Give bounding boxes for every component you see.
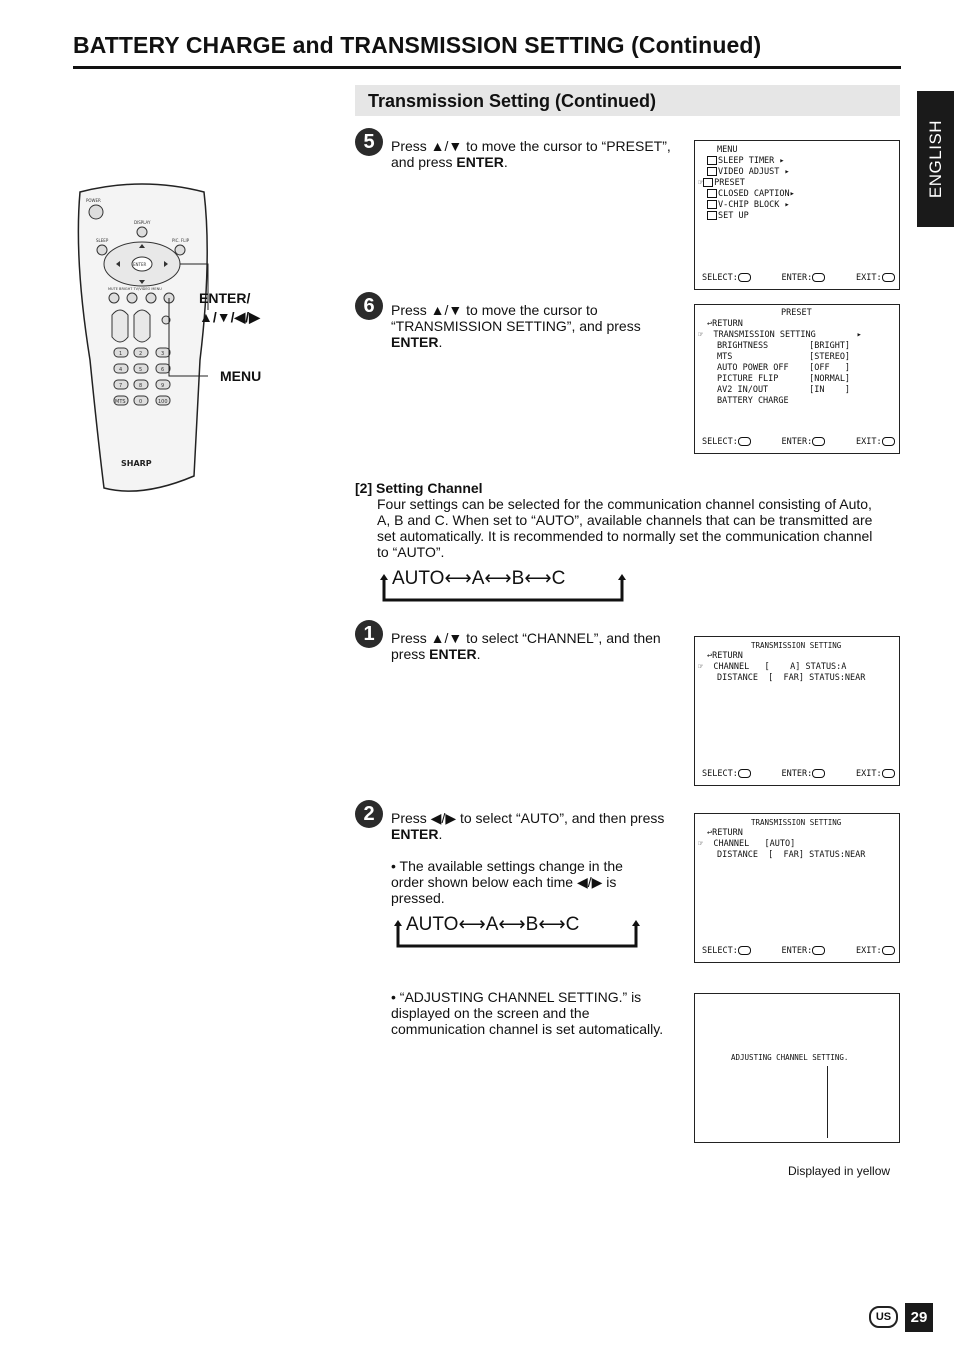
screen-title: MENU — [717, 145, 738, 155]
setting-channel-heading: [2] Setting Channel — [355, 480, 483, 496]
joystick-icon — [738, 769, 751, 778]
svg-text:MUTE BRIGHT TV/VIDEO MENU: MUTE BRIGHT TV/VIDEO MENU — [108, 287, 162, 291]
step-2-bullet: • The available settings change in the order shown below each time ◀/▶ is pressed. — [391, 858, 623, 906]
enter-callout: ENTER/ — [199, 290, 251, 306]
screen-footer: SELECT: ENTER: EXIT: — [702, 769, 895, 779]
screen-title: TRANSMISSION SETTING — [751, 818, 842, 827]
screen-footer: SELECT: ENTER: EXIT: — [702, 273, 895, 283]
screen-footer: SELECT: ENTER: EXIT: — [702, 946, 895, 956]
language-tab-label: ENGLISH — [925, 119, 945, 199]
preset-icon — [703, 178, 713, 187]
step-5-text: Press ▲/▼ to move the cursor to “PRESET”, and press ENTER. — [391, 138, 671, 170]
language-tab — [917, 91, 954, 227]
region-badge: US — [869, 1306, 898, 1328]
menu-callout: MENU — [220, 368, 262, 384]
menu-screen: MENU SLEEP TIMER ▸ VIDEO ADJUST ▸ ☞ PRESET CLOSED CAPTION▸ V-CHIP BLOCK ▸ SET UP SELECT: ENTER: EXIT: — [694, 140, 900, 290]
step-2-text: Press ◀/▶ to select “AUTO”, and then press ENTER. — [391, 810, 665, 842]
channel-sequence-2: AUTO⟷A⟷B⟷C — [392, 912, 642, 950]
svg-text:9: 9 — [161, 383, 165, 389]
joystick-icon — [738, 946, 751, 955]
svg-text:SLEEP: SLEEP — [96, 238, 109, 243]
svg-text:SHARP: SHARP — [121, 459, 152, 468]
screen-title: TRANSMISSION SETTING — [751, 641, 842, 650]
svg-text:5: 5 — [139, 367, 143, 373]
title-rule — [73, 66, 901, 69]
svg-text:ENTER: ENTER — [133, 262, 147, 267]
svg-text:POWER: POWER — [86, 198, 101, 203]
svg-text:6: 6 — [161, 367, 165, 373]
step-6-badge: 6 — [355, 292, 383, 320]
svg-text:7: 7 — [119, 383, 123, 389]
callout-line — [827, 1066, 828, 1138]
arrows-callout: ▲/▼/◀/▶ — [199, 309, 260, 325]
svg-text:MTS: MTS — [115, 399, 126, 405]
page-title: BATTERY CHARGE and TRANSMISSION SETTING (Continued) — [73, 32, 762, 58]
enter-icon — [812, 769, 825, 778]
remote-brand — [49, 456, 50, 457]
menu-icon — [882, 769, 895, 778]
sleep-icon — [707, 156, 717, 165]
transmission-screen-2: TRANSMISSION SETTING ↩RETURN ☞ CHANNEL [AUTO] DISTANCE [ FAR] STATUS:NEAR SELECT: ENTER: EXIT: — [694, 813, 900, 963]
setup-icon — [707, 211, 717, 220]
svg-text:3: 3 — [161, 351, 165, 357]
screen-title: PRESET — [781, 308, 812, 318]
svg-text:1: 1 — [119, 351, 123, 357]
enter-icon — [812, 437, 825, 446]
section-title: Transmission Setting (Continued) — [368, 91, 657, 111]
setting-channel-body: Four settings can be selected for the communication channel consisting of Auto, A, B and C. When set to “AUTO”, available channels that can be transmitted are set automatically. It is recommended to normally set the communication channel to “AUTO”. — [377, 496, 873, 560]
svg-text:100: 100 — [158, 399, 168, 405]
adjusting-screen — [694, 993, 900, 1143]
svg-text:2: 2 — [139, 351, 143, 357]
menu-icon — [882, 946, 895, 955]
screen-footer: SELECT: ENTER: EXIT: — [702, 437, 895, 447]
preset-screen: PRESET ↩RETURN ☞ TRANSMISSION SETTING ▸ BRIGHTNESS [BRIGHT] MTS [STEREO] AUTO POWER OFF [OFF ] PICTURE FLIP [NORMAL] AV2 IN/OUT [IN ] BATTERY CHARGE SELECT: ENTER: EXIT: — [694, 304, 900, 454]
remote-control-illustration — [72, 180, 212, 500]
step-5-badge: 5 — [355, 128, 383, 156]
step-2-badge: 2 — [355, 800, 383, 828]
transmission-screen-1: TRANSMISSION SETTING ↩RETURN ☞ CHANNEL [ A] STATUS:A DISTANCE [ FAR] STATUS:NEAR SELECT: ENTER: EXIT: — [694, 636, 900, 786]
enter-icon — [812, 273, 825, 282]
joystick-icon — [738, 273, 751, 282]
caption-icon — [707, 189, 717, 198]
step-6-text: Press ▲/▼ to move the cursor to “TRANSMISSION SETTING”, and press ENTER. — [391, 302, 641, 350]
adjusting-message: ADJUSTING CHANNEL SETTING. — [731, 1053, 849, 1062]
svg-text:DISPLAY: DISPLAY — [134, 220, 151, 225]
vchip-icon — [707, 200, 717, 209]
yellow-caption: Displayed in yellow — [788, 1164, 891, 1178]
svg-text:8: 8 — [139, 383, 143, 389]
page-number: 29 — [905, 1303, 933, 1332]
svg-text:PIC. FLIP: PIC. FLIP — [172, 238, 190, 243]
enter-icon — [812, 946, 825, 955]
channel-sequence-1: AUTO⟷A⟷B⟷C — [378, 566, 628, 604]
step-1-badge: 1 — [355, 620, 383, 648]
joystick-icon — [738, 437, 751, 446]
svg-text:4: 4 — [119, 367, 123, 373]
menu-icon — [882, 273, 895, 282]
menu-icon — [882, 437, 895, 446]
svg-text:0: 0 — [139, 399, 143, 405]
adjusting-bullet: • “ADJUSTING CHANNEL SETTING.” is displayed on the screen and the communication channel is set automatically. — [391, 989, 664, 1037]
video-icon — [707, 167, 717, 176]
step-1-text: Press ▲/▼ to select “CHANNEL”, and then press ENTER. — [391, 630, 661, 662]
